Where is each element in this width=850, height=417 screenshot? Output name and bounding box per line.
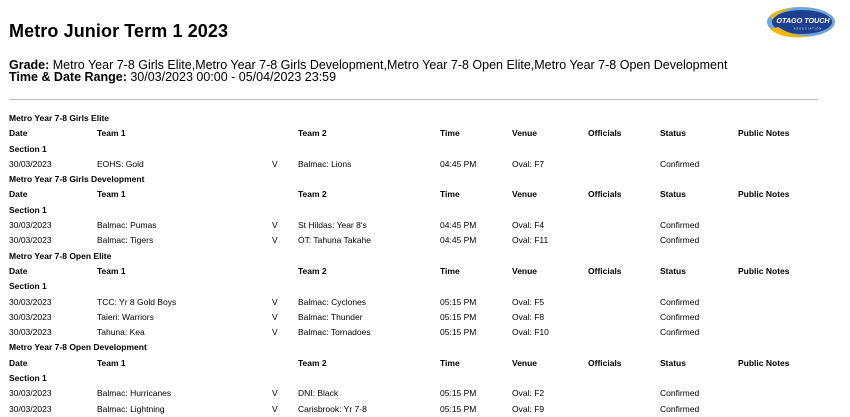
match-time: 04:45 PM: [440, 158, 477, 169]
match-team2: Balmac: Lions: [298, 158, 352, 169]
otago-touch-logo: [764, 5, 838, 41]
match-venue: Oval: F5: [512, 296, 545, 307]
table-row: [0, 386, 850, 401]
column-header-row: [0, 356, 850, 371]
column-header-venue: Venue: [512, 265, 538, 276]
match-team2: Balmac: Tornadoes: [298, 327, 371, 338]
match-time: 04:45 PM: [440, 235, 477, 246]
section-heading: [0, 371, 850, 386]
match-status: Confirmed: [660, 296, 700, 307]
match-status: Confirmed: [660, 235, 700, 246]
otago-touch-logo-graphic: [764, 5, 838, 41]
table-row: [0, 310, 850, 325]
match-venue: Oval: F9: [512, 403, 545, 414]
column-header-team1: Team 1: [97, 128, 126, 139]
match-date: 30/03/2023: [9, 388, 52, 399]
section-name: Section 1: [9, 281, 47, 292]
column-header-venue: Venue: [512, 357, 538, 368]
match-date: 30/03/2023: [9, 220, 52, 231]
column-header-notes: Public Notes: [738, 128, 790, 139]
match-venue: Oval: F2: [512, 388, 545, 399]
column-header-notes: Public Notes: [738, 265, 790, 276]
grade-heading: [0, 340, 850, 355]
match-versus: V: [272, 235, 278, 246]
match-status: Confirmed: [660, 403, 700, 414]
match-team1: Balmac: Tigers: [97, 235, 154, 246]
column-header-notes: Public Notes: [738, 357, 790, 368]
match-versus: V: [272, 311, 278, 322]
column-header-notes: Public Notes: [738, 189, 790, 200]
match-time: 05:15 PM: [440, 296, 477, 307]
match-time: 05:15 PM: [440, 403, 477, 414]
grade-name: Metro Year 7-8 Open Development: [9, 342, 147, 353]
column-header-date: Date: [9, 128, 28, 139]
column-header-date: Date: [9, 265, 28, 276]
grade-name: Metro Year 7-8 Girls Development: [9, 174, 145, 185]
section-name: Section 1: [9, 204, 47, 215]
column-header-row: [0, 126, 850, 141]
column-header-status: Status: [660, 189, 686, 200]
column-header-officials: Officials: [588, 357, 622, 368]
column-header-team2: Team 2: [298, 128, 327, 139]
table-row: [0, 157, 850, 172]
match-date: 30/03/2023: [9, 327, 52, 338]
match-team1: Balmac: Pumas: [97, 220, 157, 231]
grade-name: Metro Year 7-8 Open Elite: [9, 250, 112, 261]
date-range-line: [9, 70, 336, 84]
column-header-time: Time: [440, 189, 460, 200]
column-header-time: Time: [440, 265, 460, 276]
match-versus: V: [272, 220, 278, 231]
column-header-date: Date: [9, 357, 28, 368]
column-header-status: Status: [660, 128, 686, 139]
match-team1: TCC: Yr 8 Gold Boys: [97, 296, 177, 307]
match-status: Confirmed: [660, 327, 700, 338]
match-versus: V: [272, 327, 278, 338]
date-range-value: 30/03/2023 00:00 - 05/04/2023 23:59: [126, 70, 337, 84]
table-row: [0, 218, 850, 233]
column-header-team1: Team 1: [97, 265, 126, 276]
match-time: 05:15 PM: [440, 327, 477, 338]
grade-name: Metro Year 7-8 Girls Elite: [9, 113, 109, 123]
column-header-officials: Officials: [588, 189, 622, 200]
table-row: [0, 402, 850, 417]
section-name: Section 1: [9, 143, 47, 154]
column-header-time: Time: [440, 128, 460, 139]
match-date: 30/03/2023: [9, 235, 52, 246]
match-date: 30/03/2023: [9, 296, 52, 307]
grade-heading: [0, 172, 850, 187]
match-versus: V: [272, 388, 278, 399]
column-header-date: Date: [9, 189, 28, 200]
match-team2: Carisbrook: Yr 7-8: [298, 403, 367, 414]
column-header-officials: Officials: [588, 128, 622, 139]
column-header-team2: Team 2: [298, 357, 327, 368]
match-team2: DNI: Black: [298, 388, 339, 399]
match-versus: V: [272, 403, 278, 414]
column-header-team2: Team 2: [298, 189, 327, 200]
match-status: Confirmed: [660, 311, 700, 322]
column-header-venue: Venue: [512, 189, 538, 200]
column-header-team2: Team 2: [298, 265, 327, 276]
match-status: Confirmed: [660, 220, 700, 231]
match-date: 30/03/2023: [9, 158, 52, 169]
table-row: [0, 233, 850, 248]
header-divider: [9, 99, 818, 100]
match-time: 04:45 PM: [440, 220, 477, 231]
match-status: Confirmed: [660, 158, 700, 169]
match-date: 30/03/2023: [9, 403, 52, 414]
match-venue: Oval: F4: [512, 220, 545, 231]
grade-heading: [0, 249, 850, 264]
match-venue: Oval: F8: [512, 311, 545, 322]
grade-value: Metro Year 7-8 Girls Elite,Metro Year 7-8 Girls Development,Metro Year 7-8 Open Elite,Metro Year 7-8 Open Development: [49, 58, 728, 72]
column-header-time: Time: [440, 357, 460, 368]
match-time: 05:15 PM: [440, 311, 477, 322]
date-range-label: Time & Date Range:: [9, 70, 127, 84]
match-team2: St Hildas: Year 8's: [298, 220, 367, 231]
match-time: 05:15 PM: [440, 388, 477, 399]
table-row: [0, 295, 850, 310]
column-header-team1: Team 1: [97, 189, 126, 200]
grade-heading: [0, 111, 850, 126]
fixtures-table: [0, 111, 850, 417]
match-venue: Oval: F11: [512, 235, 549, 246]
table-row: [0, 325, 850, 340]
match-venue: Oval: F10: [512, 327, 549, 338]
column-header-venue: Venue: [512, 128, 538, 139]
column-header-officials: Officials: [588, 265, 622, 276]
match-team2: Balmac: Thunder: [298, 311, 363, 322]
column-header-row: [0, 187, 850, 202]
match-status: Confirmed: [660, 388, 700, 399]
match-team1: Taieri: Warriors: [97, 311, 154, 322]
match-versus: V: [272, 158, 278, 169]
match-team2: Balmac: Cyclones: [298, 296, 367, 307]
match-versus: V: [272, 296, 278, 307]
logo-text-main: OTAGO TOUCH: [776, 16, 830, 25]
section-heading: [0, 279, 850, 294]
section-heading: [0, 142, 850, 157]
column-header-status: Status: [660, 265, 686, 276]
column-header-row: [0, 264, 850, 279]
column-header-status: Status: [660, 357, 686, 368]
match-team1: Tahuna: Kea: [97, 327, 145, 338]
column-header-team1: Team 1: [97, 357, 126, 368]
match-team2: OT: Tahuna Takahe: [298, 235, 371, 246]
match-date: 30/03/2023: [9, 311, 52, 322]
match-team1: EOHS: Gold: [97, 158, 144, 169]
grade-label: Grade:: [9, 58, 50, 72]
match-venue: Oval: F7: [512, 158, 545, 169]
match-team1: Balmac: Hurricanes: [97, 388, 172, 399]
section-heading: [0, 203, 850, 218]
logo-text-sub: ASSOCIATION: [793, 27, 823, 31]
report-title: Metro Junior Term 1 2023: [9, 21, 229, 41]
section-name: Section 1: [9, 373, 47, 384]
match-team1: Balmac: Lightning: [97, 403, 165, 414]
